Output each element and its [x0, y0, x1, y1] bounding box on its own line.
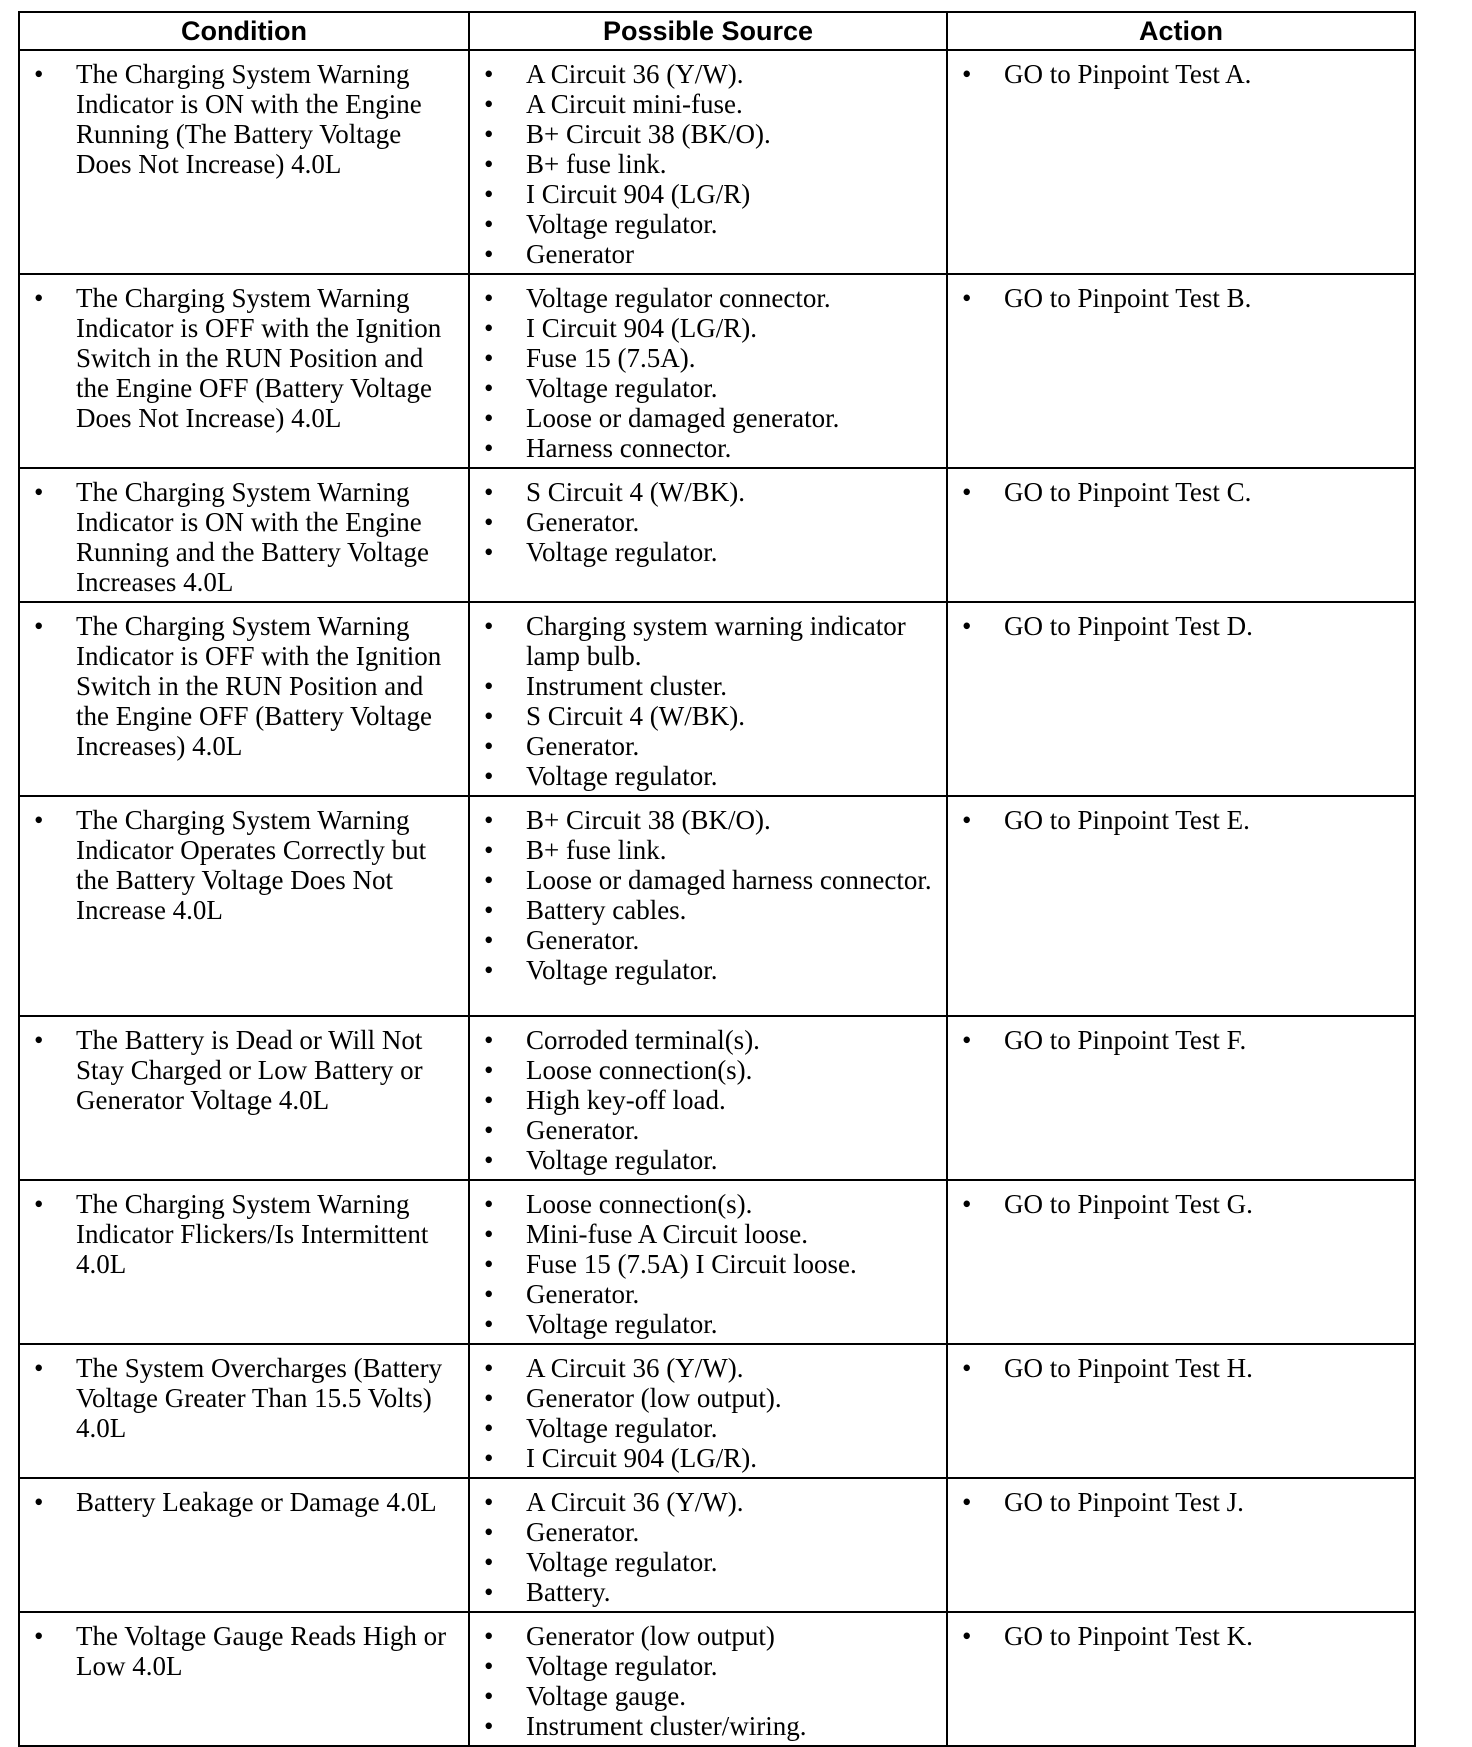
- condition-header: Condition: [19, 12, 469, 50]
- possible-source-cell: [469, 1478, 947, 1612]
- condition-cell: [19, 50, 469, 274]
- condition-text: • The System Overcharges (Battery Voltage Greater Than 15.5 Volts) 4.0L: [30, 1353, 458, 1443]
- action-text: • GO to Pinpoint Test A.: [958, 59, 1404, 89]
- possible-source-header: Possible Source: [469, 12, 947, 50]
- condition-text: • The Charging System Warning Indicator is ON with the Engine Running (The Battery Voltage Does Not Increase) 4.0L: [30, 59, 458, 179]
- source-item: • I Circuit 904 (LG/R).: [480, 1443, 936, 1473]
- action-cell: [947, 1016, 1415, 1180]
- source-item: • A Circuit mini-fuse.: [480, 89, 936, 119]
- possible-source-cell: [469, 1180, 947, 1344]
- source-item: • Generator.: [480, 1517, 936, 1547]
- source-item: • A Circuit 36 (Y/W).: [480, 1353, 936, 1383]
- possible-source-cell: [469, 602, 947, 796]
- source-list: [480, 283, 936, 463]
- action-text: • GO to Pinpoint Test J.: [958, 1487, 1404, 1517]
- table-body: [19, 50, 1415, 1746]
- action-list: [958, 59, 1404, 89]
- possible-source-cell: [469, 50, 947, 274]
- action-text: • GO to Pinpoint Test K.: [958, 1621, 1404, 1651]
- condition-cell: [19, 1016, 469, 1180]
- action-list: [958, 477, 1404, 507]
- possible-source-cell: [469, 1612, 947, 1746]
- condition-list: [30, 1487, 458, 1517]
- condition-text: • The Charging System Warning Indicator is ON with the Engine Running and the Battery Voltage Increases 4.0L: [30, 477, 458, 597]
- source-item: • High key-off load.: [480, 1085, 936, 1115]
- source-item: • B+ fuse link.: [480, 149, 936, 179]
- source-item: • B+ fuse link.: [480, 835, 936, 865]
- action-text: • GO to Pinpoint Test D.: [958, 611, 1404, 641]
- action-text: • GO to Pinpoint Test H.: [958, 1353, 1404, 1383]
- condition-list: [30, 805, 458, 925]
- table-row: [19, 1612, 1415, 1746]
- header-row: [19, 12, 1415, 50]
- source-item: • Loose connection(s).: [480, 1055, 936, 1085]
- table-row: [19, 602, 1415, 796]
- possible-source-cell: [469, 1344, 947, 1478]
- condition-cell: [19, 1180, 469, 1344]
- action-cell: [947, 1478, 1415, 1612]
- possible-source-cell: [469, 796, 947, 1016]
- source-item: • Fuse 15 (7.5A) I Circuit loose.: [480, 1249, 936, 1279]
- action-text: • GO to Pinpoint Test C.: [958, 477, 1404, 507]
- action-cell: [947, 796, 1415, 1016]
- condition-list: [30, 59, 458, 179]
- action-list: [958, 1353, 1404, 1383]
- table-row: [19, 1344, 1415, 1478]
- action-list: [958, 611, 1404, 641]
- source-item: • Generator.: [480, 1115, 936, 1145]
- source-item: • B+ Circuit 38 (BK/O).: [480, 805, 936, 835]
- source-item: • A Circuit 36 (Y/W).: [480, 1487, 936, 1517]
- condition-cell: [19, 274, 469, 468]
- action-cell: [947, 1612, 1415, 1746]
- condition-cell: [19, 468, 469, 602]
- condition-cell: [19, 1612, 469, 1746]
- action-header: Action: [947, 12, 1415, 50]
- source-list: [480, 1353, 936, 1473]
- source-item: • Generator.: [480, 731, 936, 761]
- action-list: [958, 805, 1404, 835]
- action-list: [958, 1487, 1404, 1517]
- source-item: • Instrument cluster/wiring.: [480, 1711, 936, 1741]
- source-list: [480, 477, 936, 567]
- source-list: [480, 1487, 936, 1607]
- action-list: [958, 1621, 1404, 1651]
- source-item: • Voltage regulator.: [480, 537, 936, 567]
- condition-list: [30, 611, 458, 761]
- possible-source-cell: [469, 274, 947, 468]
- condition-text: • The Charging System Warning Indicator is OFF with the Ignition Switch in the RUN Position and the Engine OFF (Battery Voltage Does Not Increase) 4.0L: [30, 283, 458, 433]
- source-list: [480, 805, 936, 985]
- source-item: • Voltage regulator.: [480, 1651, 936, 1681]
- table-row: [19, 1180, 1415, 1344]
- source-list: [480, 1189, 936, 1339]
- diagnosis-table: [18, 11, 1416, 1747]
- condition-text: • The Charging System Warning Indicator Flickers/Is Intermittent 4.0L: [30, 1189, 458, 1279]
- action-text: • GO to Pinpoint Test E.: [958, 805, 1404, 835]
- condition-list: [30, 1621, 458, 1681]
- source-list: [480, 611, 936, 791]
- source-item: • Generator: [480, 239, 936, 269]
- condition-list: [30, 1025, 458, 1115]
- source-item: • Generator.: [480, 507, 936, 537]
- condition-text: • Battery Leakage or Damage 4.0L: [30, 1487, 458, 1517]
- action-cell: [947, 274, 1415, 468]
- condition-cell: [19, 1344, 469, 1478]
- action-list: [958, 1189, 1404, 1219]
- action-text: • GO to Pinpoint Test B.: [958, 283, 1404, 313]
- source-item: • S Circuit 4 (W/BK).: [480, 477, 936, 507]
- condition-cell: [19, 602, 469, 796]
- source-list: [480, 59, 936, 269]
- source-item: • Generator (low output): [480, 1621, 936, 1651]
- source-list: [480, 1621, 936, 1741]
- action-list: [958, 1025, 1404, 1055]
- source-item: • Charging system warning indicator lamp bulb.: [480, 611, 936, 671]
- action-cell: [947, 468, 1415, 602]
- source-item: • Loose or damaged harness connector.: [480, 865, 936, 895]
- action-text: • GO to Pinpoint Test G.: [958, 1189, 1404, 1219]
- condition-list: [30, 283, 458, 433]
- source-item: • Instrument cluster.: [480, 671, 936, 701]
- source-item: • Loose or damaged generator.: [480, 403, 936, 433]
- source-item: • B+ Circuit 38 (BK/O).: [480, 119, 936, 149]
- action-text: • GO to Pinpoint Test F.: [958, 1025, 1404, 1055]
- table-row: [19, 796, 1415, 1016]
- table-row: [19, 468, 1415, 602]
- source-item: • S Circuit 4 (W/BK).: [480, 701, 936, 731]
- action-cell: [947, 602, 1415, 796]
- source-item: • Voltage regulator connector.: [480, 283, 936, 313]
- source-item: • Voltage regulator.: [480, 373, 936, 403]
- action-cell: [947, 1180, 1415, 1344]
- source-item: • Generator (low output).: [480, 1383, 936, 1413]
- source-item: • Battery cables.: [480, 895, 936, 925]
- action-list: [958, 283, 1404, 313]
- condition-text: • The Charging System Warning Indicator is OFF with the Ignition Switch in the RUN Position and the Engine OFF (Battery Voltage Increases) 4.0L: [30, 611, 458, 761]
- source-item: • Voltage regulator.: [480, 1309, 936, 1339]
- source-item: • Voltage regulator.: [480, 1547, 936, 1577]
- table-row: [19, 1016, 1415, 1180]
- source-item: • Voltage gauge.: [480, 1681, 936, 1711]
- source-list: [480, 1025, 936, 1175]
- source-item: • Voltage regulator.: [480, 1145, 936, 1175]
- source-item: • Voltage regulator.: [480, 209, 936, 239]
- source-item: • Voltage regulator.: [480, 1413, 936, 1443]
- source-item: • Voltage regulator.: [480, 955, 936, 985]
- table-row: [19, 50, 1415, 274]
- action-cell: [947, 1344, 1415, 1478]
- condition-text: • The Voltage Gauge Reads High or Low 4.0L: [30, 1621, 458, 1681]
- source-item: • Corroded terminal(s).: [480, 1025, 936, 1055]
- source-item: • Battery.: [480, 1577, 936, 1607]
- condition-cell: [19, 1478, 469, 1612]
- table-row: [19, 274, 1415, 468]
- source-item: • I Circuit 904 (LG/R): [480, 179, 936, 209]
- possible-source-cell: [469, 1016, 947, 1180]
- source-item: • Generator.: [480, 1279, 936, 1309]
- source-item: • Generator.: [480, 925, 936, 955]
- condition-text: • The Charging System Warning Indicator Operates Correctly but the Battery Voltage Does Not Increase 4.0L: [30, 805, 458, 925]
- possible-source-cell: [469, 468, 947, 602]
- table-row: [19, 1478, 1415, 1612]
- condition-list: [30, 1189, 458, 1279]
- condition-cell: [19, 796, 469, 1016]
- source-item: • A Circuit 36 (Y/W).: [480, 59, 936, 89]
- action-cell: [947, 50, 1415, 274]
- source-item: • I Circuit 904 (LG/R).: [480, 313, 936, 343]
- source-item: • Harness connector.: [480, 433, 936, 463]
- source-item: • Mini-fuse A Circuit loose.: [480, 1219, 936, 1249]
- condition-list: [30, 1353, 458, 1443]
- condition-list: [30, 477, 458, 597]
- source-item: • Voltage regulator.: [480, 761, 936, 791]
- source-item: • Loose connection(s).: [480, 1189, 936, 1219]
- source-item: • Fuse 15 (7.5A).: [480, 343, 936, 373]
- condition-text: • The Battery is Dead or Will Not Stay Charged or Low Battery or Generator Voltage 4.0L: [30, 1025, 458, 1115]
